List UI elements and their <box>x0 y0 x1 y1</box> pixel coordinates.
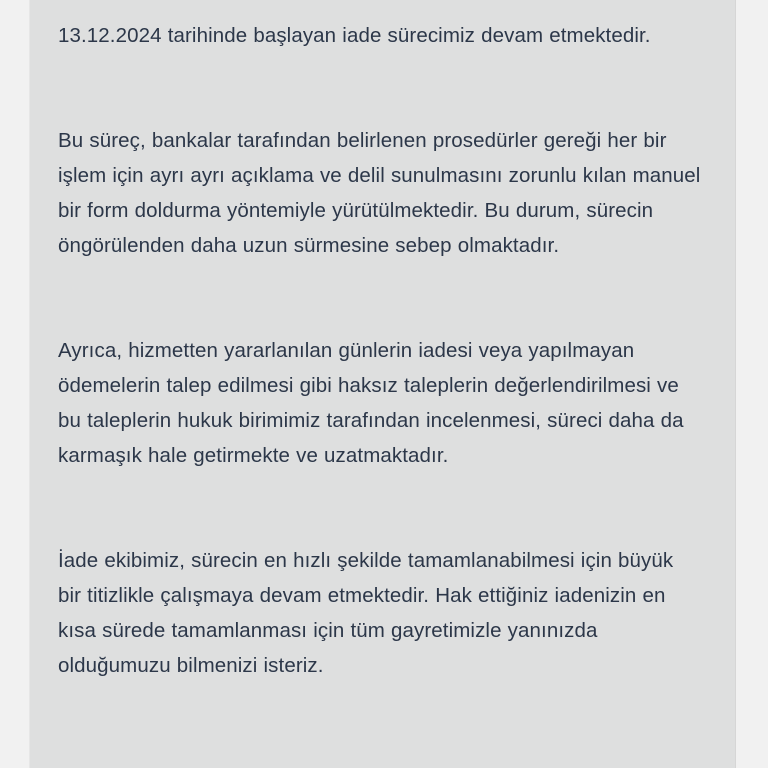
left-gutter <box>0 0 29 768</box>
message-body <box>30 0 735 683</box>
message-content-panel <box>29 0 736 768</box>
paragraph-status: 13.12.2024 tarihinde başlayan iade sürecimiz devam etmektedir. <box>58 24 651 47</box>
paragraph-claims: Ayrıca, hizmetten yararlanılan günlerin iadesi veya yapılmayan ödemelerin talep edilmesi gibi haksız taleplerin değerlendirilmesi ve bu taleplerin hukuk birimimiz tarafından incelenmesi, süreci daha da karmaşık hale getirmekte ve uzatmaktadır. <box>58 339 690 467</box>
paragraph-assurance: İade ekibimiz, sürecin en hızlı şekilde tamamlanabilmesi için büyük bir titizlikle çalışmaya devam etmektedir. Hak ettiğiniz iadenizin en kısa sürede tamamlanması için tüm gayretimizle yanınızda olduğumuzu bilmenizi isteriz. <box>58 549 680 677</box>
paragraph-process: Bu süreç, bankalar tarafından belirlenen prosedürler gereği her bir işlem için ayrı ayrı açıklama ve delil sunulmasını zorunlu kılan manuel bir form doldurma yöntemiyle yürütülmektedir. Bu durum, sürecin öngörülenden daha uzun sürmesine sebep olmaktadır. <box>58 129 707 257</box>
right-gutter <box>736 0 768 768</box>
